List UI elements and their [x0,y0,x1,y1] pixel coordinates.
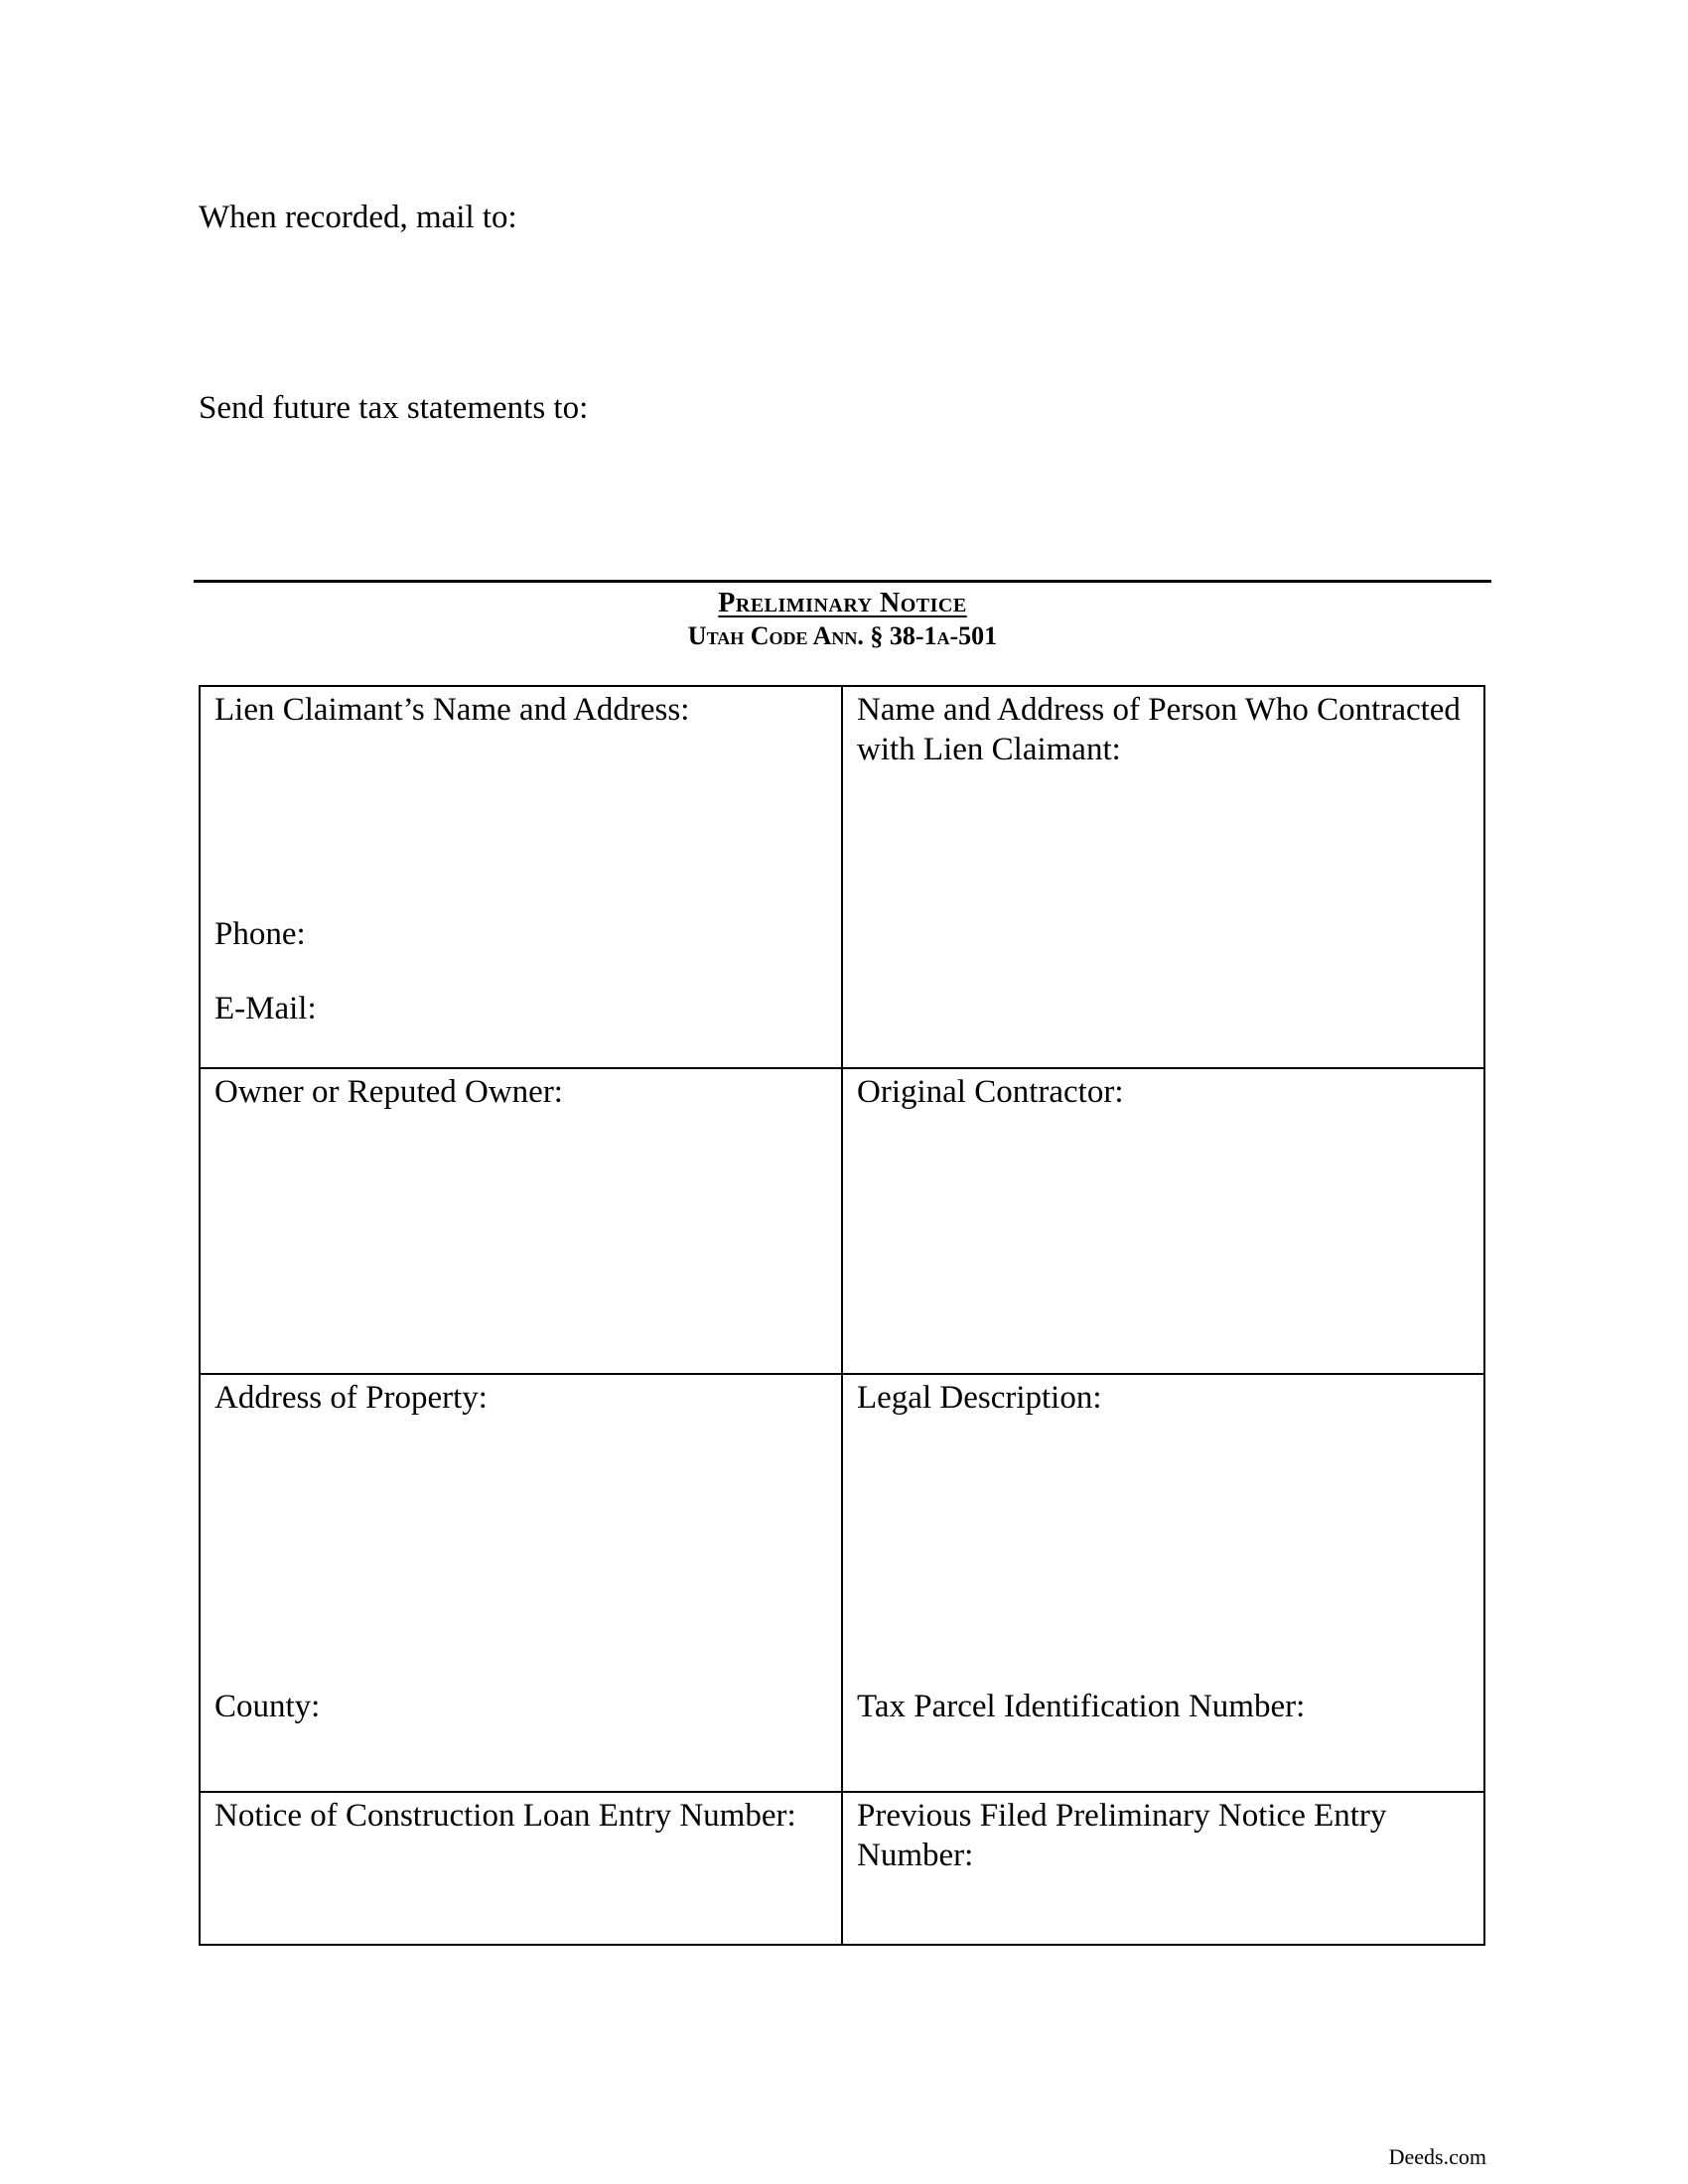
mail-to-label: When recorded, mail to: [199,200,517,235]
county-label: County: [214,1689,321,1724]
tax-parcel-label: Tax Parcel Identification Number: [857,1689,1306,1724]
document-title: Preliminary Notice [718,588,967,618]
notice-form-table [199,685,1485,1946]
table-row [200,1792,1484,1945]
tax-statements-label: Send future tax statements to: [199,390,589,426]
previous-notice-cell[interactable] [842,1792,1484,1945]
contracted-person-label: Name and Address of Person Who Contracted with Lien Claimant: [857,692,1461,767]
contracted-person-cell[interactable] [842,686,1484,1068]
owner-cell[interactable] [200,1068,842,1374]
email-label: E-Mail: [214,991,317,1026]
property-address-cell[interactable] [200,1374,842,1792]
header-divider [194,580,1491,583]
construction-loan-label: Notice of Construction Loan Entry Number: [214,1798,796,1834]
owner-label: Owner or Reputed Owner: [214,1074,563,1110]
property-address-label: Address of Property: [214,1380,488,1416]
original-contractor-cell[interactable] [842,1068,1484,1374]
table-row [200,1374,1484,1792]
statute-reference: Utah Code Ann. § 38-1a-501 [687,621,998,651]
title-block [194,588,1491,651]
construction-loan-cell[interactable] [200,1792,842,1945]
table-row [200,1068,1484,1374]
lien-claimant-cell[interactable] [200,686,842,1068]
phone-label: Phone: [214,916,306,952]
legal-description-label: Legal Description: [857,1380,1102,1416]
footer-brand: Deeds.com [1388,2144,1486,2169]
table-row [200,686,1484,1068]
previous-notice-label: Previous Filed Preliminary Notice Entry Number: [857,1798,1387,1873]
legal-description-cell[interactable] [842,1374,1484,1792]
lien-claimant-label: Lien Claimant’s Name and Address: [214,692,690,728]
original-contractor-label: Original Contractor: [857,1074,1124,1110]
